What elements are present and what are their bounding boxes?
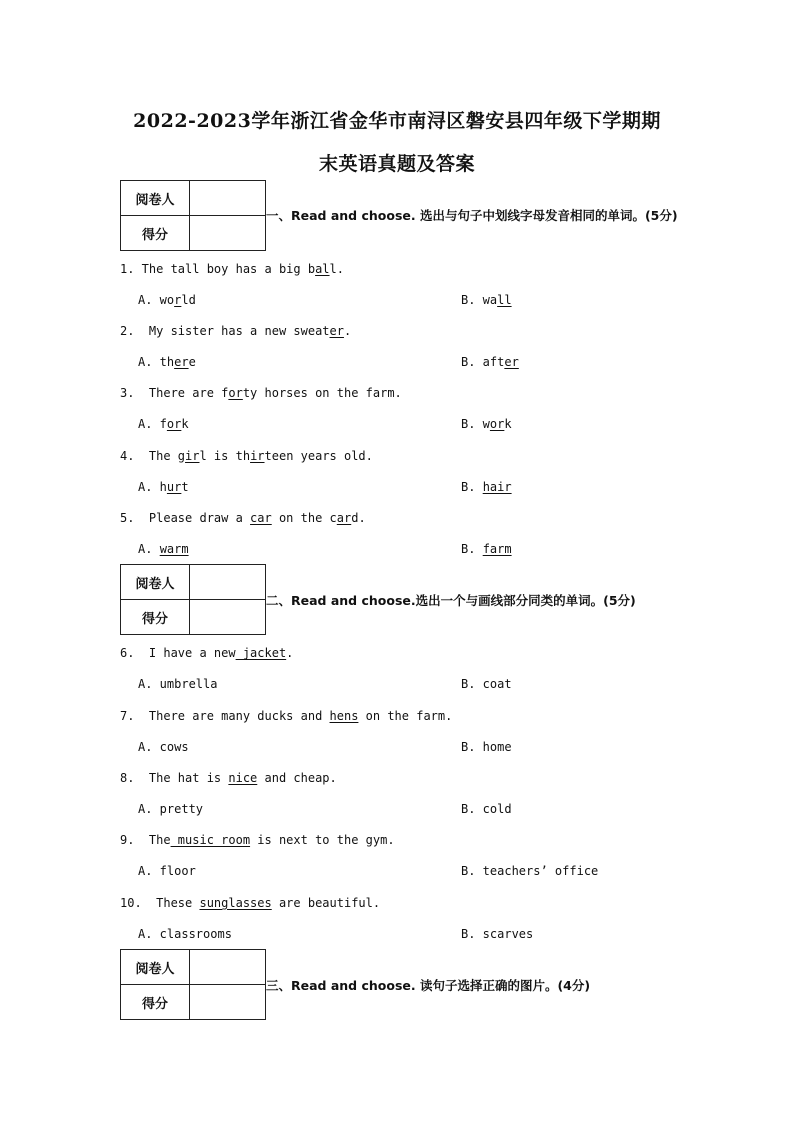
score-box-2 <box>120 564 266 635</box>
reviewer-label: 阅卷人 <box>121 565 190 600</box>
score-box-3 <box>120 949 266 1020</box>
question-stem <box>120 386 402 400</box>
reviewer-cell <box>190 950 266 985</box>
underlined-part: ll <box>497 293 512 307</box>
option-b <box>461 355 519 369</box>
underlined-part: jacket <box>235 646 287 660</box>
score-box-1 <box>120 180 266 251</box>
text-part: k <box>504 417 512 431</box>
question-stem <box>120 262 344 276</box>
text-part: are beautiful. <box>271 896 381 910</box>
text-part: on the c <box>271 511 337 525</box>
text-part: 2. My sister has a new sweat <box>120 324 330 338</box>
text-part: 9. The <box>120 833 171 847</box>
text-part: k <box>181 417 189 431</box>
underlined-part: er <box>329 324 344 338</box>
option-a <box>138 480 189 494</box>
text-part: A. f <box>138 417 167 431</box>
reviewer-cell <box>190 181 266 216</box>
score-label: 得分 <box>121 600 190 635</box>
text-part: is next to the gym. <box>250 833 395 847</box>
option-b <box>461 417 512 431</box>
underlined-part: car <box>250 511 272 525</box>
underlined-part: warm <box>159 542 189 556</box>
score-label: 得分 <box>121 216 190 251</box>
option-b <box>461 542 512 556</box>
text-part: 8. The hat is <box>120 771 229 785</box>
text-part: 5. Please draw a <box>120 511 251 525</box>
reviewer-label: 阅卷人 <box>121 950 190 985</box>
underlined-part: ar <box>336 511 352 525</box>
underlined-part: nice <box>228 771 258 785</box>
underlined-part: or <box>228 386 243 400</box>
text-part: A. <box>138 542 160 556</box>
text-part: B. coat <box>461 677 512 691</box>
text-part: B. <box>461 480 483 494</box>
option-b <box>461 927 533 941</box>
option-a <box>138 293 196 307</box>
underlined-part: or <box>489 417 505 431</box>
text-part: 4. The g <box>120 449 186 463</box>
doc-title-line-2: 末英语真题及答案 <box>318 153 475 175</box>
doc-title-line-1: 2022-2023学年浙江省金华市南浔区磐安县四年级下学期期 <box>133 110 661 132</box>
option-a <box>138 542 189 556</box>
text-part: A. th <box>138 355 175 369</box>
reviewer-label: 阅卷人 <box>121 181 190 216</box>
question-stem <box>120 833 395 847</box>
text-part: on the farm. <box>358 709 453 723</box>
text-part: A. cows <box>138 740 189 754</box>
option-b <box>461 802 512 816</box>
text-part: d. <box>351 511 366 525</box>
text-part: B. wa <box>461 293 498 307</box>
text-part: teen years old. <box>264 449 373 463</box>
text-part: ld <box>181 293 196 307</box>
underlined-part: hair <box>482 480 512 494</box>
question-stem <box>120 709 452 723</box>
text-part: 3. There are f <box>120 386 229 400</box>
text-part: 1. The tall boy has a big b <box>120 262 316 276</box>
underlined-part: r <box>174 293 182 307</box>
underlined-part: or <box>166 417 182 431</box>
text-part: B. home <box>461 740 512 754</box>
question-stem <box>120 511 366 525</box>
text-part: A. wo <box>138 293 175 307</box>
option-b <box>461 677 512 691</box>
text-part: A. umbrella <box>138 677 218 691</box>
option-b <box>461 480 512 494</box>
option-a <box>138 740 189 754</box>
question-stem <box>120 771 337 785</box>
text-part: . <box>286 646 294 660</box>
section-2-heading: 二、Read and choose.选出一个与画线部分同类的单词。(5分) <box>266 593 636 608</box>
option-a <box>138 927 232 941</box>
section-1-heading: 一、Read and choose. 选出与句子中划线字母发音相同的单词。(5分) <box>266 208 678 223</box>
text-part: 7. There are many ducks and <box>120 709 330 723</box>
option-a <box>138 417 189 431</box>
score-cell <box>190 985 266 1020</box>
underlined-part: ir <box>250 449 265 463</box>
underlined-part: sunglasses <box>199 896 272 910</box>
underlined-part: er <box>504 355 519 369</box>
text-part: e <box>188 355 196 369</box>
section-3-heading: 三、Read and choose. 读句子选择正确的图片。(4分) <box>266 978 591 993</box>
score-cell <box>190 216 266 251</box>
text-part: A. pretty <box>138 802 204 816</box>
underlined-part: ir <box>185 449 200 463</box>
underlined-part: music room <box>170 833 251 847</box>
underlined-part: ur <box>166 480 182 494</box>
underlined-part: al <box>315 262 330 276</box>
underlined-part: hens <box>329 709 359 723</box>
reviewer-cell <box>190 565 266 600</box>
text-part: B. aft <box>461 355 505 369</box>
text-part: l. <box>329 262 344 276</box>
option-a <box>138 355 196 369</box>
text-part: B. <box>461 542 483 556</box>
option-a <box>138 677 217 691</box>
text-part: A. h <box>138 480 167 494</box>
text-part: 6. I have a new <box>120 646 236 660</box>
option-b <box>461 864 598 878</box>
underlined-part: farm <box>482 542 512 556</box>
text-part: t <box>181 480 189 494</box>
score-label: 得分 <box>121 985 190 1020</box>
text-part: B. w <box>461 417 490 431</box>
text-part: 10. These <box>120 896 200 910</box>
text-part: B. scarves <box>461 927 534 941</box>
underlined-part: er <box>174 355 189 369</box>
text-part: ty horses on the farm. <box>242 386 402 400</box>
text-part: B. teachers’ office <box>461 864 599 878</box>
option-b <box>461 740 512 754</box>
question-stem <box>120 449 373 463</box>
text-part: A. classrooms <box>138 927 232 941</box>
option-a <box>138 864 196 878</box>
text-part: B. cold <box>461 802 512 816</box>
question-stem <box>120 324 351 338</box>
text-part: A. floor <box>138 864 196 878</box>
text-part: l is th <box>199 449 251 463</box>
text-part: . <box>343 324 352 338</box>
score-cell <box>190 600 266 635</box>
text-part: and cheap. <box>257 771 337 785</box>
question-stem <box>120 646 293 660</box>
option-a <box>138 802 203 816</box>
question-stem <box>120 896 380 910</box>
option-b <box>461 293 512 307</box>
